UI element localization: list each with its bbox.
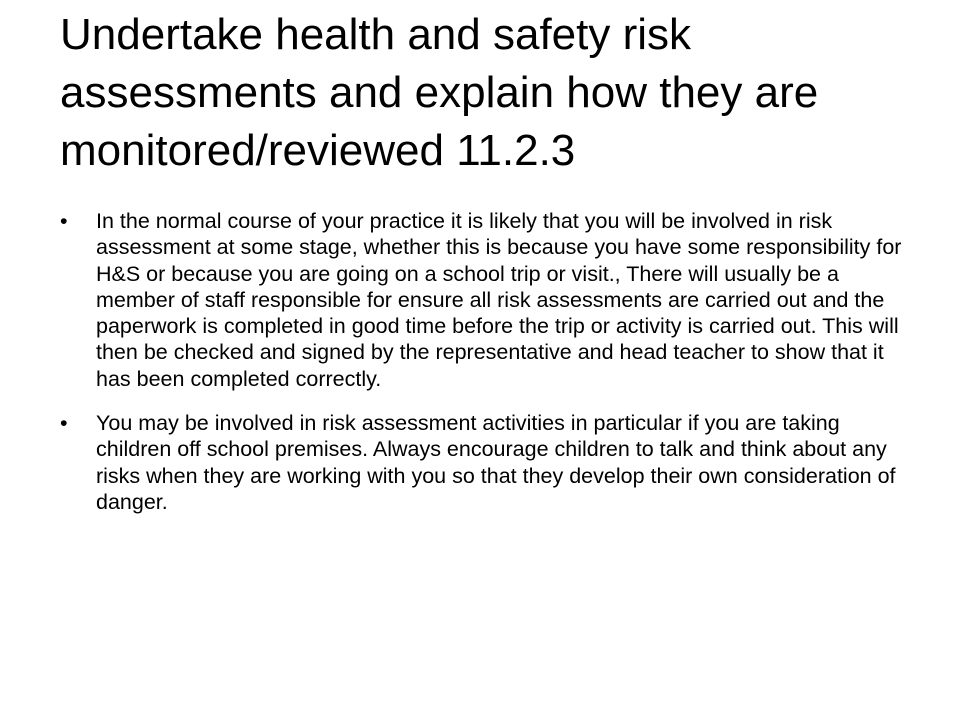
bullet-item: [60, 208, 915, 392]
bullet-text: You may be involved in risk assessment activities in particular if you are taking children off school premises. Always encourage children to talk and think about any risks when they are working with you so that they develop their own consideration of danger.: [96, 411, 896, 514]
bullet-list: [60, 208, 915, 533]
bullet-icon: •: [60, 411, 68, 436]
slide-title: Undertake health and safety risk assessments and explain how they are monitored/reviewed 11.2.3: [60, 10, 819, 175]
bullet-item: [60, 410, 915, 515]
bullet-text: In the normal course of your practice it is likely that you will be involved in risk assessment at some stage, whether this is because you have some responsibility for H&S or because you are going on a school trip or visit., There will usually be a member of staff responsible for ensure all risk assessments are carried out and the paperwork is completed in good time before the trip or activity is carried out. This will then be checked and signed by the representative and head teacher to show that it has been completed correctly.: [96, 209, 902, 391]
bullet-icon: •: [60, 209, 68, 233]
